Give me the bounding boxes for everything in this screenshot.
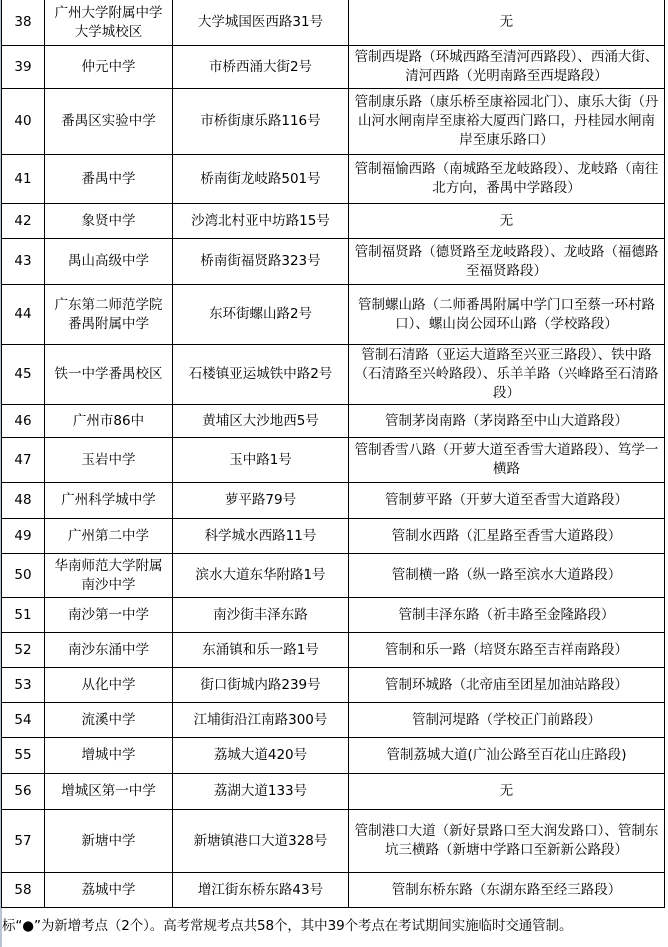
row-number: 43	[2, 239, 45, 285]
table-row	[2, 519, 665, 554]
table-row	[2, 285, 665, 345]
table-row	[2, 774, 665, 810]
traffic-control: 管制水西路（汇星路至香雪大道路段）	[349, 519, 665, 554]
school-name: 荔城中学	[45, 873, 173, 908]
traffic-control: 管制福愉西路（南城路至龙岐路段）、龙岐路（南往北方向，番禺中学路段）	[349, 155, 665, 204]
school-address: 黄埔区大沙地西5号	[173, 405, 349, 438]
school-address: 桥南街龙岐路501号	[173, 155, 349, 204]
row-number: 52	[2, 633, 45, 668]
row-number: 53	[2, 668, 45, 703]
school-name: 增城中学	[45, 738, 173, 774]
school-name: 番禺区实验中学	[45, 89, 173, 155]
table-body	[2, 0, 665, 908]
school-address: 增江街东桥东路43号	[173, 873, 349, 908]
row-number: 41	[2, 155, 45, 204]
row-number: 49	[2, 519, 45, 554]
table-row	[2, 738, 665, 774]
table-row	[2, 633, 665, 668]
row-number: 50	[2, 554, 45, 598]
school-address: 市桥街康乐路116号	[173, 89, 349, 155]
traffic-control: 管制横一路（纵一路至滨水大道路段）	[349, 554, 665, 598]
table-row	[2, 89, 665, 155]
school-name: 广东第二师范学院番禺附属中学	[45, 285, 173, 345]
traffic-control: 无	[349, 204, 665, 239]
table-row	[2, 204, 665, 239]
school-name: 仲元中学	[45, 46, 173, 89]
traffic-control: 管制西堤路（环城西路至清河西路段）、西涌大街、清河西路（光明南路至西堤路段）	[349, 46, 665, 89]
school-name: 增城区第一中学	[45, 774, 173, 810]
footer-note: 标“●”为新增考点（2个）。高考常规考点共58个，其中39个考点在考试期间实施临时交通管制。	[2, 918, 573, 934]
traffic-control: 管制石清路（亚运大道路至兴亚三路段）、铁中路（石清路至兴岭路段）、乐羊羊路（兴峰路至石清路段）	[349, 345, 665, 405]
school-address: 科学城水西路11号	[173, 519, 349, 554]
table-row	[2, 554, 665, 598]
table-row	[2, 668, 665, 703]
row-number: 58	[2, 873, 45, 908]
table-row	[2, 155, 665, 204]
table-row	[2, 345, 665, 405]
traffic-control: 管制荔城大道(广汕公路至百花山庄路段)	[349, 738, 665, 774]
table-row	[2, 703, 665, 738]
traffic-control: 管制螺山路（二师番禺附属中学门口至蔡一环村路口）、螺山岗公园环山路（学校路段）	[349, 285, 665, 345]
school-name: 番禺中学	[45, 155, 173, 204]
school-name: 广州市86中	[45, 405, 173, 438]
school-name: 华南师范大学附属南沙中学	[45, 554, 173, 598]
school-address: 大学城国医西路31号	[173, 0, 349, 46]
school-address: 荔城大道420号	[173, 738, 349, 774]
row-number: 45	[2, 345, 45, 405]
row-number: 47	[2, 438, 45, 483]
school-name: 广州大学附属中学大学城校区	[45, 0, 173, 46]
school-address: 沙湾北村亚中坊路15号	[173, 204, 349, 239]
table-row	[2, 405, 665, 438]
row-number: 38	[2, 0, 45, 46]
school-address: 荔湖大道133号	[173, 774, 349, 810]
traffic-control: 管制康乐路（康乐桥至康裕园北门）、康乐大街（丹山河水闸南岸至康裕大厦西门路口，丹桂园水闸南岸至康乐路口）	[349, 89, 665, 155]
school-name: 玉岩中学	[45, 438, 173, 483]
school-address: 市桥西涌大街2号	[173, 46, 349, 89]
school-name: 南沙第一中学	[45, 598, 173, 633]
row-number: 57	[2, 810, 45, 873]
table-row	[2, 873, 665, 908]
traffic-control: 无	[349, 0, 665, 46]
traffic-control: 管制港口大道（新好景路口至大润发路口）、管制东坑三横路（新塘中学路口至新新公路段）	[349, 810, 665, 873]
traffic-control: 无	[349, 774, 665, 810]
row-number: 56	[2, 774, 45, 810]
row-number: 40	[2, 89, 45, 155]
row-number: 48	[2, 483, 45, 519]
school-name: 象贤中学	[45, 204, 173, 239]
school-address: 萝平路79号	[173, 483, 349, 519]
traffic-control: 管制东桥东路（东湖东路至经三路段）	[349, 873, 665, 908]
school-name: 广州科学城中学	[45, 483, 173, 519]
school-address: 石楼镇亚运城铁中路2号	[173, 345, 349, 405]
traffic-control: 管制萝平路（开萝大道至香雪大道路段）	[349, 483, 665, 519]
school-address: 南沙街丰泽东路	[173, 598, 349, 633]
row-number: 46	[2, 405, 45, 438]
school-address: 东涌镇和乐一路1号	[173, 633, 349, 668]
school-address: 江埔街沿江南路300号	[173, 703, 349, 738]
traffic-control: 管制丰泽东路（祈丰路至金隆路段）	[349, 598, 665, 633]
school-address: 新塘镇港口大道328号	[173, 810, 349, 873]
table-row	[2, 438, 665, 483]
row-number: 44	[2, 285, 45, 345]
traffic-control: 管制福贤路（德贤路至龙岐路段）、龙岐路（福德路至福贤路段）	[349, 239, 665, 285]
traffic-control: 管制环城路（北帝庙至团星加油站路段）	[349, 668, 665, 703]
table-row	[2, 46, 665, 89]
school-name: 流溪中学	[45, 703, 173, 738]
traffic-control: 管制和乐一路（培贤东路至吉祥南路段）	[349, 633, 665, 668]
row-number: 51	[2, 598, 45, 633]
traffic-control: 管制香雪八路（开萝大道至香雪大道路段）、笃学一横路	[349, 438, 665, 483]
school-address: 滨水大道东华附路1号	[173, 554, 349, 598]
table-row	[2, 483, 665, 519]
table-row	[2, 239, 665, 285]
row-number: 54	[2, 703, 45, 738]
school-address: 桥南街福贤路323号	[173, 239, 349, 285]
school-name: 从化中学	[45, 668, 173, 703]
school-address: 玉中路1号	[173, 438, 349, 483]
school-name: 禺山高级中学	[45, 239, 173, 285]
row-number: 39	[2, 46, 45, 89]
school-address: 东环街螺山路2号	[173, 285, 349, 345]
school-name: 铁一中学番禺校区	[45, 345, 173, 405]
row-number: 55	[2, 738, 45, 774]
table-row	[2, 598, 665, 633]
traffic-control: 管制茅岗南路（茅岗路至中山大道路段）	[349, 405, 665, 438]
traffic-control: 管制河堤路（学校正门前路段）	[349, 703, 665, 738]
school-name: 广州第二中学	[45, 519, 173, 554]
school-name: 新塘中学	[45, 810, 173, 873]
row-number: 42	[2, 204, 45, 239]
school-name: 南沙东涌中学	[45, 633, 173, 668]
table-row	[2, 810, 665, 873]
table-row	[2, 0, 665, 46]
exam-sites-table	[1, 0, 665, 908]
school-address: 街口街城内路239号	[173, 668, 349, 703]
